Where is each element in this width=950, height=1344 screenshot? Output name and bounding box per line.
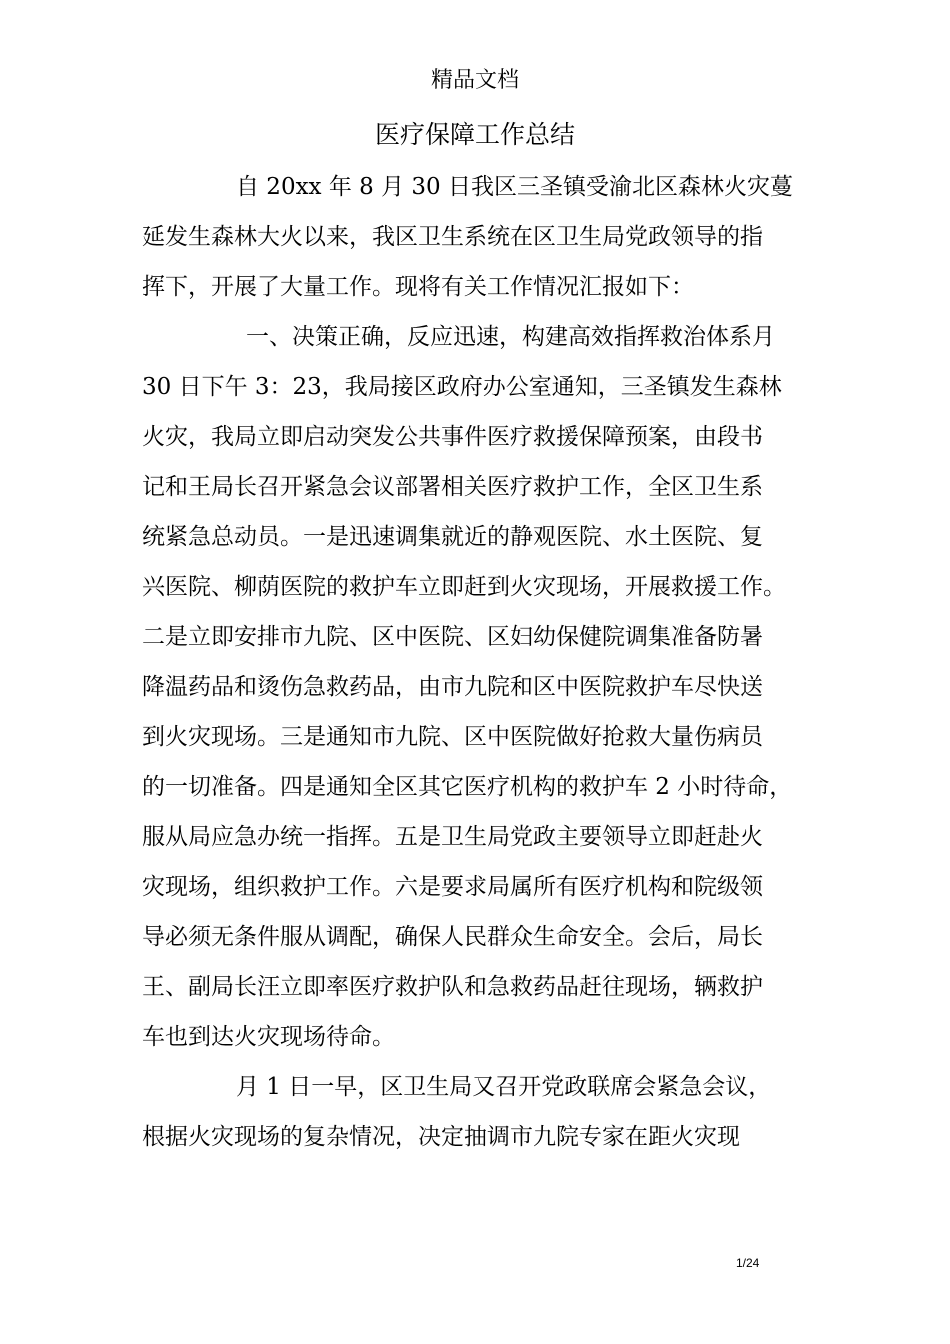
body-line-3: 挥下，开展了大量工作。现将有关工作情况汇报如下： xyxy=(142,274,694,300)
body-line-16: 导必须无条件服从调配，确保人民群众生命安全。会后，局长 xyxy=(142,924,763,950)
body-line-15: 灾现场，组织救护工作。六是要求局属所有医疗机构和院级领 xyxy=(142,874,763,900)
body-line-8: 统紧急总动员。一是迅速调集就近的静观医院、水土医院、复 xyxy=(142,524,763,550)
body-line-4: 一、决策正确，反应迅速，构建高效指挥救治体系月 xyxy=(246,324,775,350)
body-line-10: 二是立即安排市九院、区中医院、区妇幼保健院调集准备防暑 xyxy=(142,624,763,650)
body-line-6: 火灾，我局立即启动突发公共事件医疗救援保障预案，由段书 xyxy=(142,424,763,450)
body-line-17: 王、副局长汪立即率医疗救护队和急救药品赶往现场，辆救护 xyxy=(142,974,763,1000)
document-title: 医疗保障工作总结 xyxy=(374,120,575,149)
body-line-5: 30 日下午 3：23，我局接区政府办公室通知，三圣镇发生森林 xyxy=(142,374,782,400)
body-line-9: 兴医院、柳荫医院的救护车立即赶到火灾现场，开展救援工作。 xyxy=(142,574,786,600)
body-line-11: 降温药品和烫伤急救药品，由市九院和区中医院救护车尽快送 xyxy=(142,674,763,700)
body-line-7: 记和王局长召开紧急会议部署相关医疗救护工作，全区卫生系 xyxy=(142,474,763,500)
body-line-19: 月 1 日一早，区卫生局又召开党政联席会紧急会议， xyxy=(236,1074,772,1100)
body-line-20: 根据火灾现场的复杂情况，决定抽调市九院专家在距火灾现 xyxy=(142,1124,740,1150)
page-header: 精品文档 xyxy=(430,68,519,93)
body-line-13: 的一切准备。四是通知全区其它医疗机构的救护车 2 小时待命， xyxy=(142,774,793,800)
body-line-1: 自 20xx 年 8 月 30 日我区三圣镇受渝北区森林火灾蔓 xyxy=(236,174,793,200)
body-line-18: 车也到达火灾现场待命。 xyxy=(142,1024,395,1050)
body-line-2: 延发生森林大火以来，我区卫生系统在区卫生局党政领导的指 xyxy=(142,224,763,250)
body-line-12: 到火灾现场。三是通知市九院、区中医院做好抢救大量伤病员 xyxy=(142,724,763,750)
body-line-14: 服从局应急办统一指挥。五是卫生局党政主要领导立即赶赴火 xyxy=(142,824,763,850)
page-number: 1/24 xyxy=(736,1256,760,1270)
